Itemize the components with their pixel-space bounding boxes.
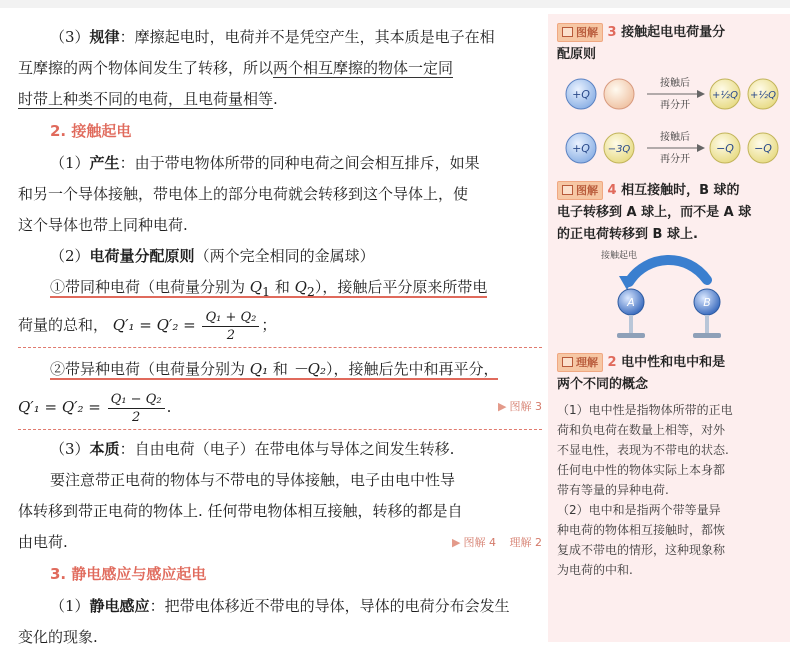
law-paragraph-line1 <box>18 22 542 53</box>
li2-p1-line4: 任何电中性的物体实际上本身都 <box>557 463 726 477</box>
arrow-head <box>697 144 705 152</box>
tag-label: 理解 <box>576 356 598 369</box>
li2-title-cont: 两个不同的概念 <box>557 377 649 392</box>
var-q1: Q₁ <box>249 360 269 378</box>
section-title-contact-charging: 2. 接触起电 <box>50 122 132 140</box>
fig4-tag <box>557 181 603 200</box>
text: 互摩擦的两个物体间发生了转移，所以 <box>18 59 274 77</box>
arrow-bottom-label: 再分开 <box>660 154 690 165</box>
fig4-header <box>557 180 781 202</box>
fig3-row1 <box>566 76 778 111</box>
ball-b-label: B <box>703 296 711 309</box>
fig3-header <box>557 22 781 44</box>
fig4-title-cont2: 的正电荷转移到 B 球上. <box>557 227 698 242</box>
induction-paragraph-line2: 变化的现象. <box>18 628 98 646</box>
text: ：摩擦起电时，电荷并不是凭空产生，其本质是电子在相 <box>119 28 495 46</box>
formula-fraction-diff <box>108 391 165 426</box>
fig4-caption: 接触起电 <box>601 251 638 261</box>
note-line2: 体转移到带正电荷的物体上. 任何带电物体相互接触，转移的都是自 <box>18 502 463 520</box>
term-distribution: 电荷量分配原则 <box>89 247 195 265</box>
sub: 2 <box>306 284 315 299</box>
var-q2: －Q₂ <box>292 360 326 378</box>
formula-fraction-same <box>202 309 259 344</box>
fig3-title: 接触起电电荷量分 <box>621 25 726 40</box>
triangle-right-icon: ▶ <box>498 400 507 413</box>
li2-title: 电中性和电中和是 <box>621 355 726 370</box>
li2-p2-line2: 种电荷的物体相互接触时，都恢 <box>557 523 726 537</box>
var-q1: Q <box>249 278 263 296</box>
page-top-strip <box>0 0 790 8</box>
arrow-top-label: 接触后 <box>660 78 690 89</box>
text: ），接触后平分原来所带电 <box>314 278 488 296</box>
denominator: 2 <box>131 409 141 425</box>
li2-header <box>557 352 781 374</box>
fig4-title: 相互接触时，B 球的 <box>621 183 740 198</box>
diff-charge-formula-line <box>18 385 542 430</box>
law-paragraph-line2 <box>18 53 542 84</box>
numerator: Q₁ − Q₂ <box>108 391 165 409</box>
fig3-title-cont: 配原则 <box>557 47 597 62</box>
item-number: （1） <box>50 154 90 172</box>
essence-paragraph <box>18 434 542 465</box>
triangle-right-icon: ▶ <box>452 536 461 549</box>
li2-p2-line4: 为电荷的中和. <box>557 563 633 577</box>
base-a <box>617 333 645 338</box>
note-icon <box>562 357 573 367</box>
li2-p1-line5: 带有等量的异种电荷. <box>557 483 669 497</box>
note-line1: 要注意带正电荷的物体与不带电的导体接触，电子由电中性导 <box>50 471 456 489</box>
fig3-diagram <box>557 70 781 174</box>
text: 荷量的总和， <box>18 316 109 334</box>
underlined-key-text: 时带上种类不同的电荷，且电荷量相等 <box>18 90 274 108</box>
text: 由电荷. <box>18 533 68 551</box>
term-induction: 静电感应 <box>89 597 150 615</box>
ball-minus-3q-label: −3Q <box>607 144 631 155</box>
ball-plus-q-label: +Q <box>572 142 590 155</box>
item-number: （3） <box>50 28 90 46</box>
arrow-head <box>697 90 705 98</box>
base-b <box>693 333 721 338</box>
text: ：自由电荷（电子）在带电体与导体之间发生转移. <box>119 440 455 458</box>
ball-plus-q-label: +Q <box>572 88 590 101</box>
ball-a-label: A <box>627 296 635 309</box>
figure-icon <box>562 27 573 37</box>
sub: 1 <box>262 284 271 299</box>
fig4-title-cont: 电子转移到 A 球上，而不是 A 球 <box>557 205 752 220</box>
figure-icon <box>562 185 573 195</box>
text: ：由于带电物体所带的同种电荷之间会相互排斥，如果 <box>119 154 480 172</box>
fig4-number: 4 <box>607 183 617 198</box>
text: 和 <box>270 278 295 296</box>
item-number: （2） <box>50 247 90 265</box>
text: ②带异种电荷（电荷量分别为 <box>50 360 250 378</box>
ref-label: 图解 4 <box>463 536 496 549</box>
item-number: （3） <box>50 440 90 458</box>
formula-left: Q′₁ = Q′₂ = <box>18 398 101 416</box>
ref-group <box>452 527 542 558</box>
term-origin: 产生 <box>89 154 120 172</box>
stand-b <box>705 315 709 333</box>
text: . <box>273 90 278 108</box>
ball-half-q-1-label: +½Q <box>712 90 738 101</box>
li2-p1-line2: 荷和负电荷在数量上相等，对外 <box>557 423 726 437</box>
term-law: 规律 <box>89 28 120 46</box>
li2-p2-line1: （2）电中和是指两个带等量异 <box>557 503 721 517</box>
fig4-diagram <box>557 246 781 342</box>
li2-tag <box>557 353 603 372</box>
fig3-row2 <box>566 130 778 165</box>
same-charge-formula-line <box>18 303 542 348</box>
distribution-heading <box>18 241 542 272</box>
same-charge-line1 <box>18 272 542 303</box>
li2-number: 2 <box>607 355 617 370</box>
li2-p1-line3: 不显电性，表现为不带电的状态. <box>557 443 729 457</box>
ref-label: 理解 2 <box>509 536 542 549</box>
diff-charge-highlight <box>50 360 498 380</box>
main-column <box>18 22 542 653</box>
diff-charge-line1 <box>18 354 542 385</box>
fig3-number: 3 <box>607 25 617 40</box>
text: ），接触后先中和再平分， <box>325 360 499 378</box>
ball-minus-q-1-label: −Q <box>716 142 734 155</box>
law-paragraph-line3 <box>18 84 542 115</box>
term-essence: 本质 <box>89 440 120 458</box>
section-title-induction: 3. 静电感应与感应起电 <box>50 565 207 583</box>
text: （两个完全相同的金属球） <box>194 247 375 265</box>
ref-understanding-2[interactable] <box>510 536 543 549</box>
fig3-tag <box>557 23 603 42</box>
origin-paragraph-line2: 和另一个导体接触，带电体上的部分电荷就会转移到这个导体上，使 <box>18 185 469 203</box>
ball-half-q-2-label: +½Q <box>750 90 776 101</box>
text: ①带同种电荷（电荷量分别为 <box>50 278 250 296</box>
formula-left: Q′₁ = Q′₂ = <box>112 316 196 334</box>
item-number: （1） <box>50 597 90 615</box>
underlined-key-text: 两个相互摩擦的物体一定同 <box>273 59 454 77</box>
note-line3 <box>18 527 542 558</box>
denominator: 2 <box>226 327 236 343</box>
tag-label: 图解 <box>576 26 598 39</box>
electron-flow-arrow <box>629 260 707 282</box>
li2-p1-line1: （1）电中性是指物体所带的正电 <box>557 403 733 417</box>
origin-paragraph-line1 <box>18 148 542 179</box>
ref-label: 图解 3 <box>509 400 542 413</box>
ref-figure-3[interactable] <box>498 385 542 429</box>
text: 和 <box>268 360 293 378</box>
text: . <box>166 398 172 416</box>
origin-paragraph-line3: 这个导体也带上同种电荷. <box>18 216 188 234</box>
ball-minus-q-2-label: −Q <box>754 142 772 155</box>
same-charge-highlight <box>50 278 487 298</box>
tag-label: 图解 <box>576 184 598 197</box>
text: ：把带电体移近不带电的导体，导体的电荷分布会发生 <box>149 597 510 615</box>
ref-figure-4[interactable] <box>452 536 496 549</box>
arrow-top-label: 接触后 <box>660 132 690 143</box>
ball-neutral <box>604 79 634 109</box>
stand-a <box>629 315 633 333</box>
li2-p2-line3: 复成不带电的情形，这种现象称 <box>557 543 726 557</box>
var-q2: Q <box>294 278 307 296</box>
arrow-bottom-label: 再分开 <box>660 100 690 111</box>
numerator: Q₁ + Q₂ <box>202 309 259 327</box>
induction-paragraph-line1 <box>18 591 542 622</box>
text: ； <box>261 316 277 334</box>
sidebar <box>557 22 781 580</box>
